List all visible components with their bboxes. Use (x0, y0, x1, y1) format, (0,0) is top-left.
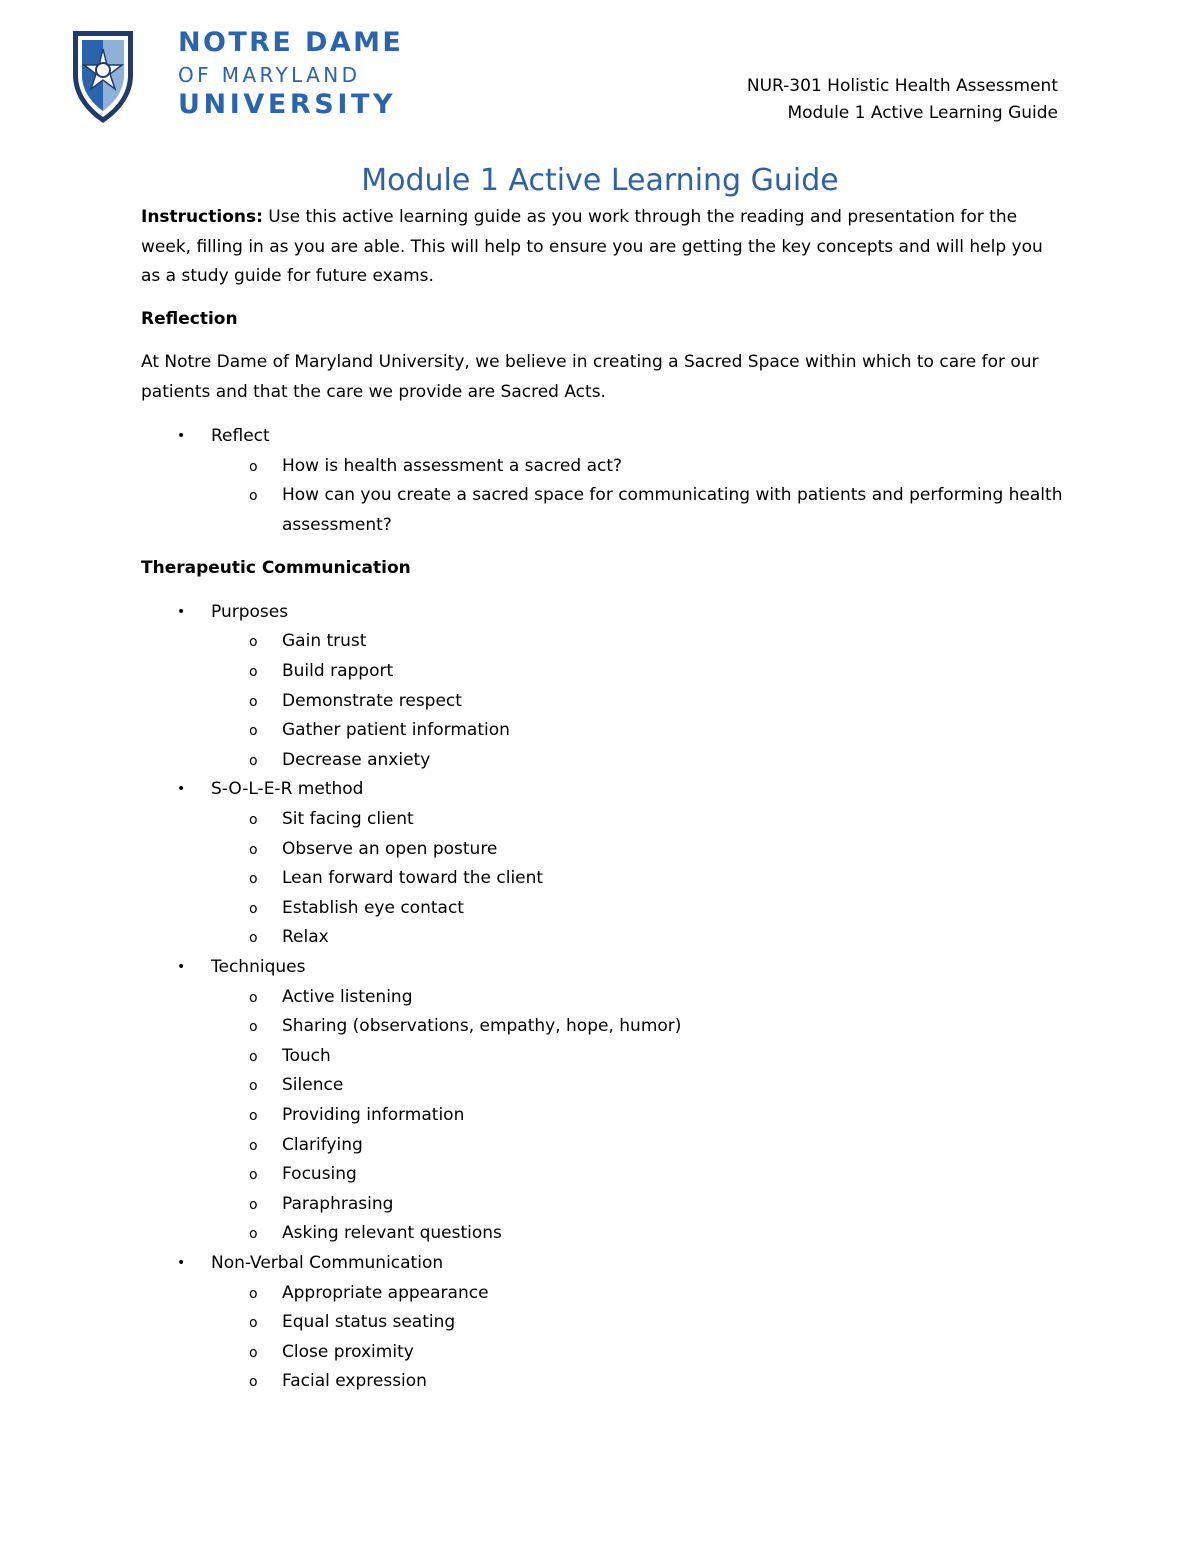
list-item-label: Techniques (211, 957, 306, 977)
document-header (747, 73, 1058, 127)
reflection-paragraph: At Notre Dame of Maryland University, we believe in creating a Sacred Space within which to care for our patients and that the care we provide are Sacred Acts. (141, 352, 1039, 402)
sub-list-item-label: Appropriate appearance (282, 1282, 489, 1303)
sub-list-item-label: Touch (282, 1045, 331, 1066)
sub-list-item-label: Lean forward toward the client (282, 868, 544, 889)
sub-list-item-label: Decrease anxiety (282, 749, 431, 770)
sub-bullet-icon: o (249, 634, 258, 651)
sub-bullet-icon: o (249, 1196, 258, 1213)
sub-list-item (211, 1012, 1066, 1042)
sub-list-item (211, 835, 1066, 865)
sub-bullet-icon: o (249, 1078, 258, 1095)
document-body (141, 203, 1066, 1411)
instructions-label: Instructions: (141, 207, 263, 227)
sub-list-item-label: Build rapport (282, 661, 394, 682)
list-item-label: S-O-L-E-R method (211, 779, 364, 800)
sub-bullet-icon: o (249, 1285, 258, 1302)
sub-bullet-icon: o (249, 752, 258, 769)
sub-bullet-icon: o (249, 900, 258, 917)
sub-list (211, 983, 1066, 1249)
list-item (141, 1249, 1066, 1397)
sub-list (211, 452, 1066, 541)
document-name: Module 1 Active Learning Guide (787, 103, 1058, 123)
sub-list-item-label: Equal status seating (282, 1312, 456, 1333)
sub-list-item-label: Gather patient information (282, 720, 510, 741)
sub-bullet-icon: o (249, 1374, 258, 1391)
sub-list-item (211, 1279, 1066, 1309)
sub-list-item (211, 1042, 1066, 1072)
sub-list-item-label: Close proximity (282, 1341, 414, 1362)
sub-bullet-icon: o (249, 930, 258, 947)
sub-list-item-label: Gain trust (282, 631, 367, 652)
sub-list-item (211, 1071, 1066, 1101)
sub-list (211, 627, 1066, 775)
sub-list-item (211, 746, 1066, 776)
sub-list-item (211, 1131, 1066, 1161)
sub-list-item-label: Providing information (282, 1104, 465, 1125)
list-item (141, 598, 1066, 776)
sub-list-item (211, 864, 1066, 894)
sub-bullet-icon: o (249, 1226, 258, 1243)
sub-bullet-icon: o (249, 1315, 258, 1332)
bullet-icon: • (177, 603, 186, 620)
reflection-heading: Reflection (141, 308, 238, 329)
sub-bullet-icon: o (249, 1344, 258, 1361)
sub-list-item-label: Paraphrasing (282, 1193, 394, 1214)
sub-bullet-icon: o (249, 1137, 258, 1154)
sub-list-item-label: Observe an open posture (282, 838, 498, 859)
sub-list-item (211, 627, 1066, 657)
instructions-paragraph (141, 203, 1066, 292)
sub-list-item-label: Sit facing client (282, 809, 414, 830)
sub-list-item-label: Clarifying (282, 1134, 363, 1155)
sub-list-item (211, 923, 1066, 953)
sub-list (211, 805, 1066, 953)
logo-line-1: NOTRE DAME (178, 27, 404, 58)
sub-list-item-label: Relax (282, 927, 329, 948)
sub-bullet-icon: o (249, 1167, 258, 1184)
shield-crest-icon (70, 27, 136, 125)
sub-list-item-label: Asking relevant questions (282, 1223, 502, 1244)
sub-list-item (211, 452, 1066, 482)
bullet-icon: • (177, 959, 186, 975)
sub-bullet-icon: o (249, 458, 258, 475)
list-item-label: Non-Verbal Communication (211, 1252, 444, 1273)
reflection-list (141, 422, 1066, 540)
sub-list-item (211, 657, 1066, 687)
sub-bullet-icon: o (249, 1019, 258, 1036)
sub-bullet-icon: o (249, 841, 258, 858)
bullet-icon: • (177, 781, 186, 798)
sub-list-item (211, 481, 1066, 540)
logo-line-3: UNIVERSITY (178, 89, 397, 120)
list-item (141, 953, 1066, 1249)
sub-bullet-icon: o (249, 1107, 258, 1124)
university-logo (70, 27, 404, 127)
sub-list-item-label: Focusing (282, 1164, 357, 1185)
sub-list-item (211, 1219, 1066, 1249)
sub-list (211, 1279, 1066, 1397)
sub-list-item-label: Silence (282, 1075, 344, 1096)
list-item-label: Reflect (211, 426, 270, 446)
sub-list-item (211, 894, 1066, 924)
sub-bullet-icon: o (249, 812, 258, 829)
sub-bullet-icon: o (249, 693, 258, 710)
sub-bullet-icon: o (249, 664, 258, 681)
sub-list-item-label: How is health assessment a sacred act? (282, 455, 623, 476)
sub-list-item-label: Sharing (observations, empathy, hope, humor) (282, 1016, 682, 1037)
sub-list-item (211, 1160, 1066, 1190)
list-item-label: Purposes (211, 601, 289, 622)
sub-list-item (211, 805, 1066, 835)
sub-list-item (211, 1190, 1066, 1220)
sub-list-item (211, 687, 1066, 717)
sub-list-item-label: Demonstrate respect (282, 690, 462, 711)
page-title: Module 1 Active Learning Guide (361, 163, 839, 198)
therapeutic-list (141, 598, 1066, 1397)
sub-bullet-icon: o (249, 723, 258, 740)
sub-list-item-label: Establish eye contact (282, 897, 464, 918)
sub-list-item (211, 983, 1066, 1013)
course-name: NUR-301 Holistic Health Assessment (746, 76, 1058, 96)
sub-list-item (211, 1308, 1066, 1338)
instructions-text: Use this active learning guide as you work through the reading and presentation for the week, filling in as you are able. This will help to ensure you are getting the key concepts and will help you as a study guide for future exams. (141, 207, 1043, 286)
sub-bullet-icon: o (249, 488, 258, 505)
sub-bullet-icon: o (249, 989, 258, 1006)
sub-list-item (211, 1338, 1066, 1368)
sub-bullet-icon: o (249, 871, 258, 888)
list-item (141, 422, 1066, 540)
sub-list-item-label: Active listening (282, 986, 413, 1007)
bullet-icon: • (177, 428, 186, 444)
list-item (141, 775, 1066, 953)
bullet-icon: • (177, 1254, 186, 1271)
sub-list-item (211, 1101, 1066, 1131)
sub-bullet-icon: o (249, 1048, 258, 1065)
sub-list-item (211, 716, 1066, 746)
sub-list-item-label: How can you create a sacred space for communicating with patients and performing health assessment? (282, 485, 1063, 535)
logo-line-2: OF MARYLAND (178, 63, 361, 87)
sub-list-item-label: Facial expression (282, 1371, 427, 1392)
sub-list-item (211, 1367, 1066, 1397)
therapeutic-heading: Therapeutic Communication (141, 558, 411, 579)
